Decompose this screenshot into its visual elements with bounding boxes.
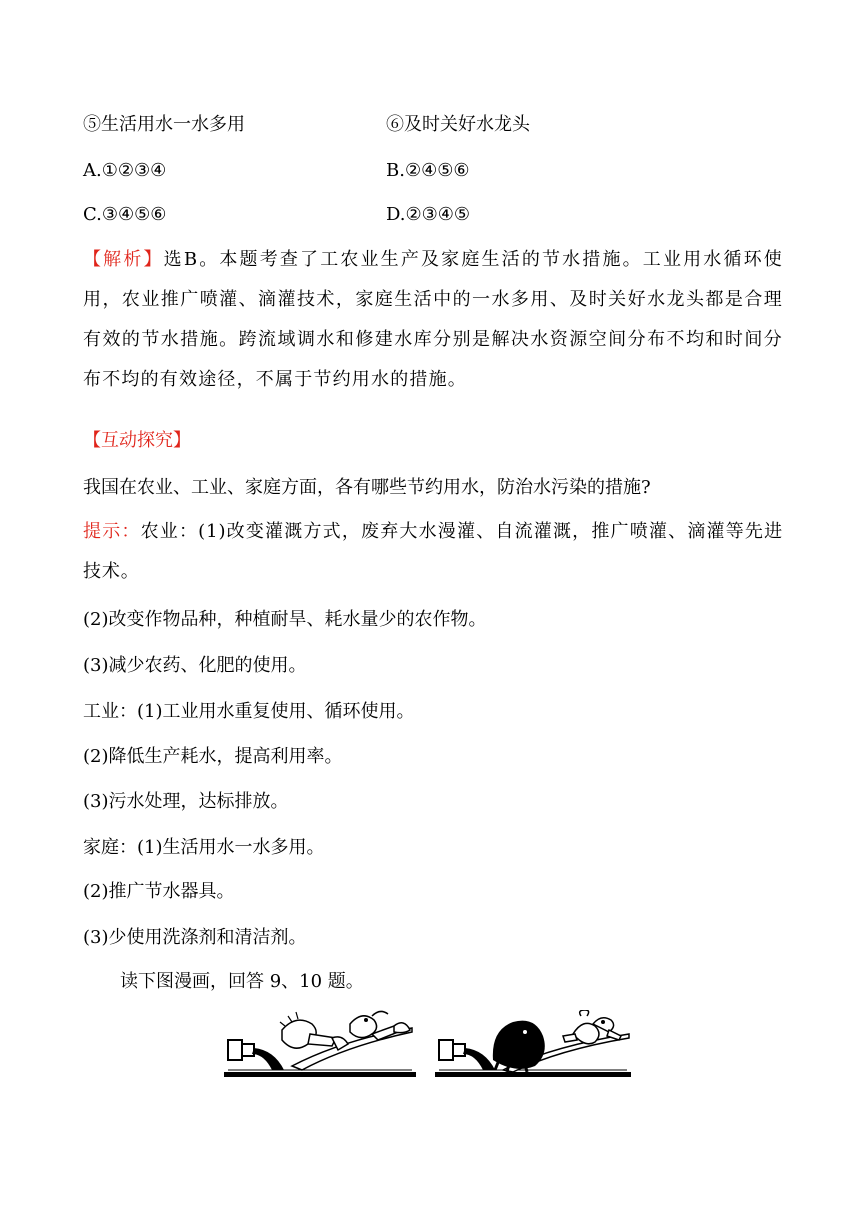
hint-line-6: 家庭：(1)生活用水一水多用。 (83, 837, 325, 858)
hint-line-8: (3)少使用洗涤剂和清洁剂。 (83, 927, 307, 948)
hint-line-3: 工业：(1)工业用水重复使用、循环使用。 (83, 701, 415, 722)
hint-line-4: (2)降低生产耗水，提高利用率。 (83, 746, 343, 767)
explore-heading: 【互动探究】 (83, 430, 191, 451)
option-item-6: ⑥及时关好水龙头 (386, 114, 530, 135)
hint-paragraph (83, 512, 783, 592)
hint-line-2: (3)减少农药、化肥的使用。 (83, 655, 307, 676)
hint-label: 提示： (83, 521, 141, 542)
analysis-text: 选B。本题考查了工农业生产及家庭生活的节水措施。工业用水循环使用，农业推广喷灌、滴灌技术，家庭生活中的一水多用、及时关好水龙头都是合理有效的节水措施。跨流域调水和修建水库分别是解决水资源空间分布不均和时间分布不均的有效途径，不属于节约用水的措施。 (83, 249, 783, 390)
hint-text: 农业：(1)改变灌溉方式，废弃大水漫灌、自流灌溉，推广喷灌、滴灌等先进技术。 (83, 521, 784, 582)
hint-line-5: (3)污水处理，达标排放。 (83, 791, 289, 812)
choice-d: D.②③④⑤ (386, 204, 471, 225)
choice-c: C.③④⑤⑥ (83, 204, 167, 225)
explore-question: 我国在农业、工业、家庭方面，各有哪些节约用水，防治水污染的措施? (83, 477, 651, 498)
option-item-5: ⑤生活用水一水多用 (83, 114, 245, 135)
choice-b: B.②④⑤⑥ (386, 160, 470, 181)
analysis-label: 【解析】 (83, 249, 164, 270)
hint-line-1: (2)改变作物品种，种植耐旱、耗水量少的农作物。 (83, 609, 487, 630)
hint-line-7: (2)推广节水器具。 (83, 881, 235, 902)
question-instruction: 读下图漫画，回答 9、10 题。 (120, 971, 364, 992)
analysis-paragraph (83, 240, 783, 400)
cartoon-right-illustration (433, 1010, 633, 1082)
cartoon-left-illustration (222, 1010, 418, 1082)
choice-a: A.①②③④ (83, 160, 167, 181)
